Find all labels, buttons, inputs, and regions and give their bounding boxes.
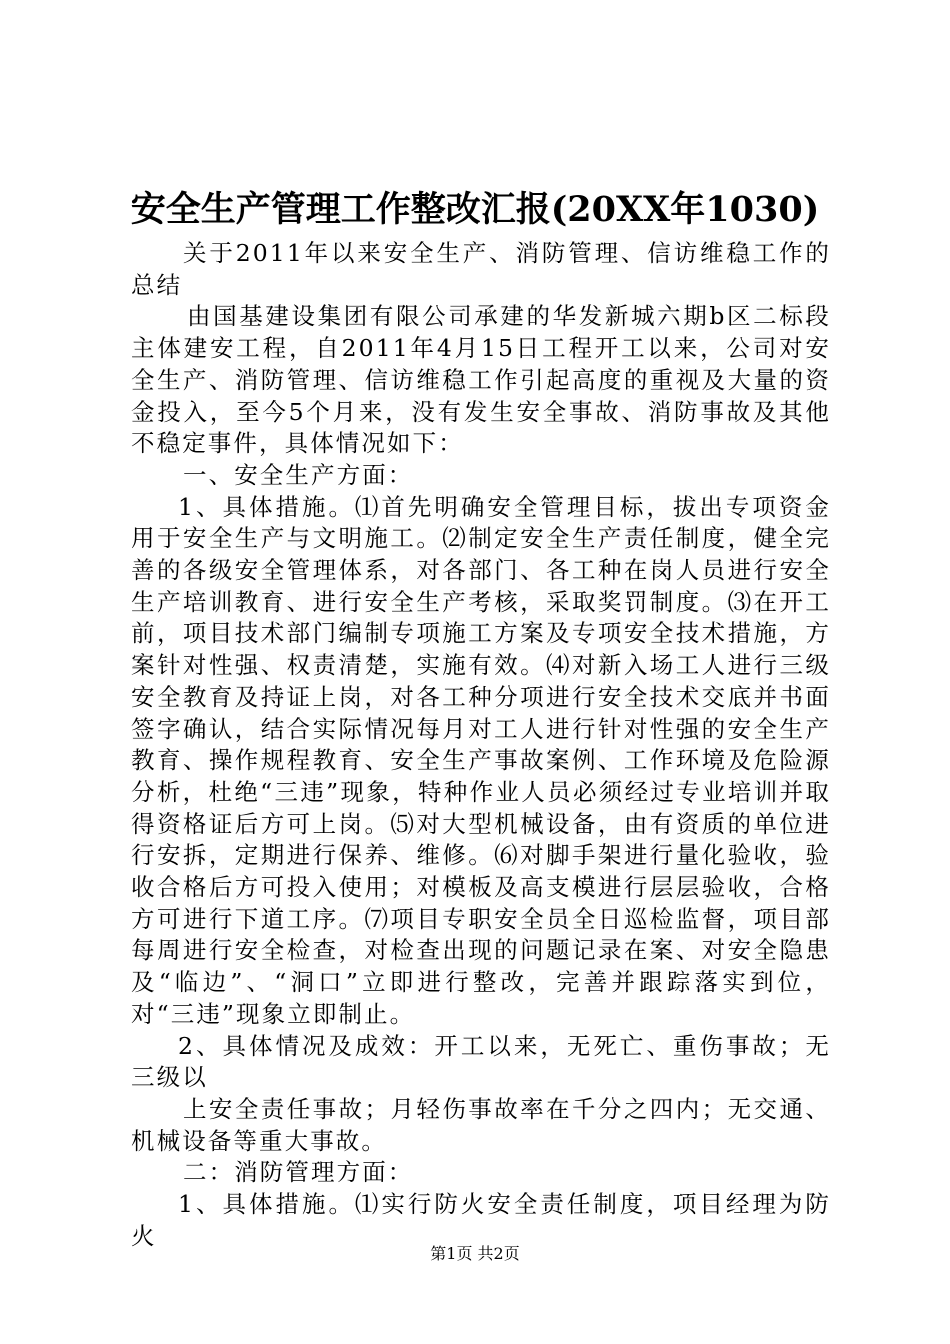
paragraph-fire-measures: 1、具体措施。⑴实行防火安全责任制度，项目经理为防火 — [131, 1190, 831, 1250]
paragraph-safety-measures: 1、具体措施。⑴首先明确安全管理目标，拔出专项资金用于安全生产与文明施工。⑵制定安全生产责任制度，健全完善的各级安全管理体系，对各部门、各工种在岗人员进行安全生产培训教育、进行安全生产考核，采取奖罚制度。⑶在开工前，项目技术部门编制专项施工方案及专项安全技术措施，方案针对性强、权责清楚，实施有效。⑷对新入场工人进行三级安全教育及持证上岗，对各工种分项进行安全技术交底并书面签字确认，结合实际情况每月对工人进行针对性强的安全生产教育、操作规程教育、安全生产事故案例、工作环境及危险源分析，杜绝“三违”现象，特种作业人员必须经过专业培训并取得资格证后方可上岗。⑸对大型机械设备，由有资质的单位进行安拆，定期进行保养、维修。⑹对脚手架进行量化验收，验收合格后方可投入使用；对模板及高支模进行层层验收，合格方可进行下道工序。⑺项目专职安全员全日巡检监督，项目部每周进行安全检查，对检查出现的问题记录在案、对安全隐患及“临边”、“洞口”立即进行整改，完善并跟踪落实到位，对“三违”现象立即制止。 — [131, 492, 831, 1028]
paragraph-intro: 由国基建设集团有限公司承建的华发新城六期b区二标段主体建安工程，自2011年4月15日工程开工以来，公司对安全生产、消防管理、信访维稳工作引起高度的重视及大量的资金投入，至今5个月来，没有发生安全事故、消防事故及其他不稳定事件，具体情况如下： — [131, 302, 831, 458]
paragraph-safety-results-continued: 上安全责任事故；月轻伤事故率在千分之四内；无交通、机械设备等重大事故。 — [131, 1094, 831, 1155]
document-title: 安全生产管理工作整改汇报(20XX年1030) — [130, 189, 820, 230]
section-heading-fire: 二：消防管理方面： — [183, 1158, 414, 1187]
section-heading-safety: 一、安全生产方面： — [183, 460, 414, 489]
paragraph-subtitle: 关于2011年以来安全生产、消防管理、信访维稳工作的总结 — [131, 239, 831, 299]
document-body — [131, 238, 831, 1253]
paragraph-safety-results: 2、具体情况及成效：开工以来，无死亡、重伤事故；无三级以 — [131, 1031, 831, 1092]
page-number-footer: 第1页 共2页 — [430, 1244, 520, 1263]
